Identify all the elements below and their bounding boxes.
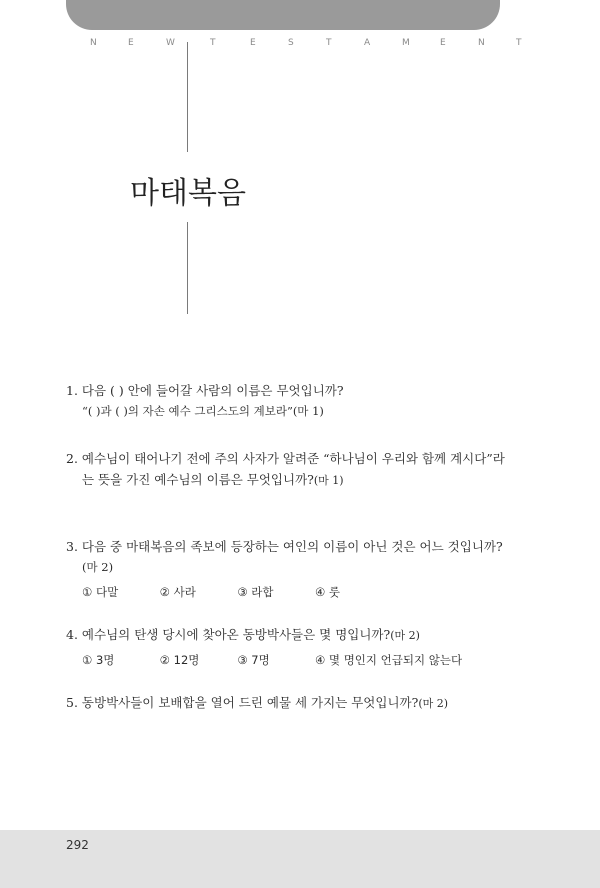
question-number: 3. [66, 539, 78, 554]
question-2-text [66, 448, 536, 469]
page-number: 292 [66, 838, 89, 852]
running-head-letter: N [478, 38, 485, 48]
question-2 [66, 448, 536, 491]
running-head-letter: E [250, 38, 256, 48]
running-head-letter: W [166, 38, 175, 48]
question-3-text [66, 536, 536, 557]
option-item: ④ 룻 [314, 585, 341, 599]
question-number: 5. [66, 695, 78, 710]
options-list [66, 582, 536, 603]
running-head-letter: E [440, 38, 446, 48]
question-number: 2. [66, 451, 78, 466]
running-head [60, 38, 540, 54]
running-head-letter: T [516, 38, 522, 48]
scripture-ref: (마 2) [418, 697, 449, 710]
option-item: ② 사라 [159, 585, 196, 599]
option-item: ① 다말 [82, 585, 119, 599]
question-body: 예수님의 탄생 당시에 찾아온 동방박사들은 몇 명입니까? [81, 627, 391, 642]
running-head-letter: A [364, 38, 371, 48]
running-head-letter: T [210, 38, 216, 48]
option-item: ② 12명 [159, 653, 200, 667]
footer-band [0, 830, 600, 888]
running-head-letter: S [288, 38, 294, 48]
options-list [66, 650, 536, 671]
question-body: 다음 중 마태복음의 족보에 등장하는 여인의 이름이 아닌 것은 어느 것입니까? [81, 539, 503, 554]
running-head-letter: T [326, 38, 332, 48]
option-item: ④ 몇 명인지 언급되지 않는다 [314, 653, 463, 667]
question-1 [66, 380, 536, 422]
option-item: ③ 라합 [237, 585, 274, 599]
question-number: 4. [66, 627, 78, 642]
question-number: 1. [66, 383, 78, 398]
divider-line-top [187, 42, 188, 152]
scripture-ref: (마 2) [82, 560, 114, 574]
running-head-letter: M [402, 38, 410, 48]
question-3 [66, 536, 536, 603]
option-item: ① 3명 [82, 653, 115, 667]
header-tab [66, 0, 500, 30]
question-4 [66, 624, 536, 671]
option-item: ③ 7명 [237, 653, 270, 667]
question-body: 다음 ( ) 안에 들어갈 사람의 이름은 무엇입니까? [81, 383, 344, 398]
question-5-text [66, 692, 536, 714]
divider-line-bottom [187, 222, 188, 314]
question-1-text [66, 380, 536, 401]
book-title: 마태복음 [130, 176, 246, 211]
scripture-ref: (마 2) [390, 629, 420, 642]
running-head-letter: N [90, 38, 97, 48]
question-5 [66, 692, 536, 714]
question-2-cont [66, 469, 536, 491]
running-head-letter: E [128, 38, 134, 48]
question-4-text [66, 624, 536, 646]
question-body: 동방박사들이 보배합을 열어 드린 예물 세 가지는 무엇입니까? [81, 695, 419, 710]
question-body: 예수님이 태어나기 전에 주의 사자가 알려준 “하나님이 우리와 함께 계시다”라 [81, 451, 505, 466]
question-body-cont: 는 뜻을 가진 예수님의 이름은 무엇입니까? [82, 472, 314, 487]
question-1-sub: “( )과 ( )의 자손 예수 그리스도의 계보라”(마 1) [82, 404, 324, 418]
scripture-ref: (마 1) [313, 474, 344, 487]
